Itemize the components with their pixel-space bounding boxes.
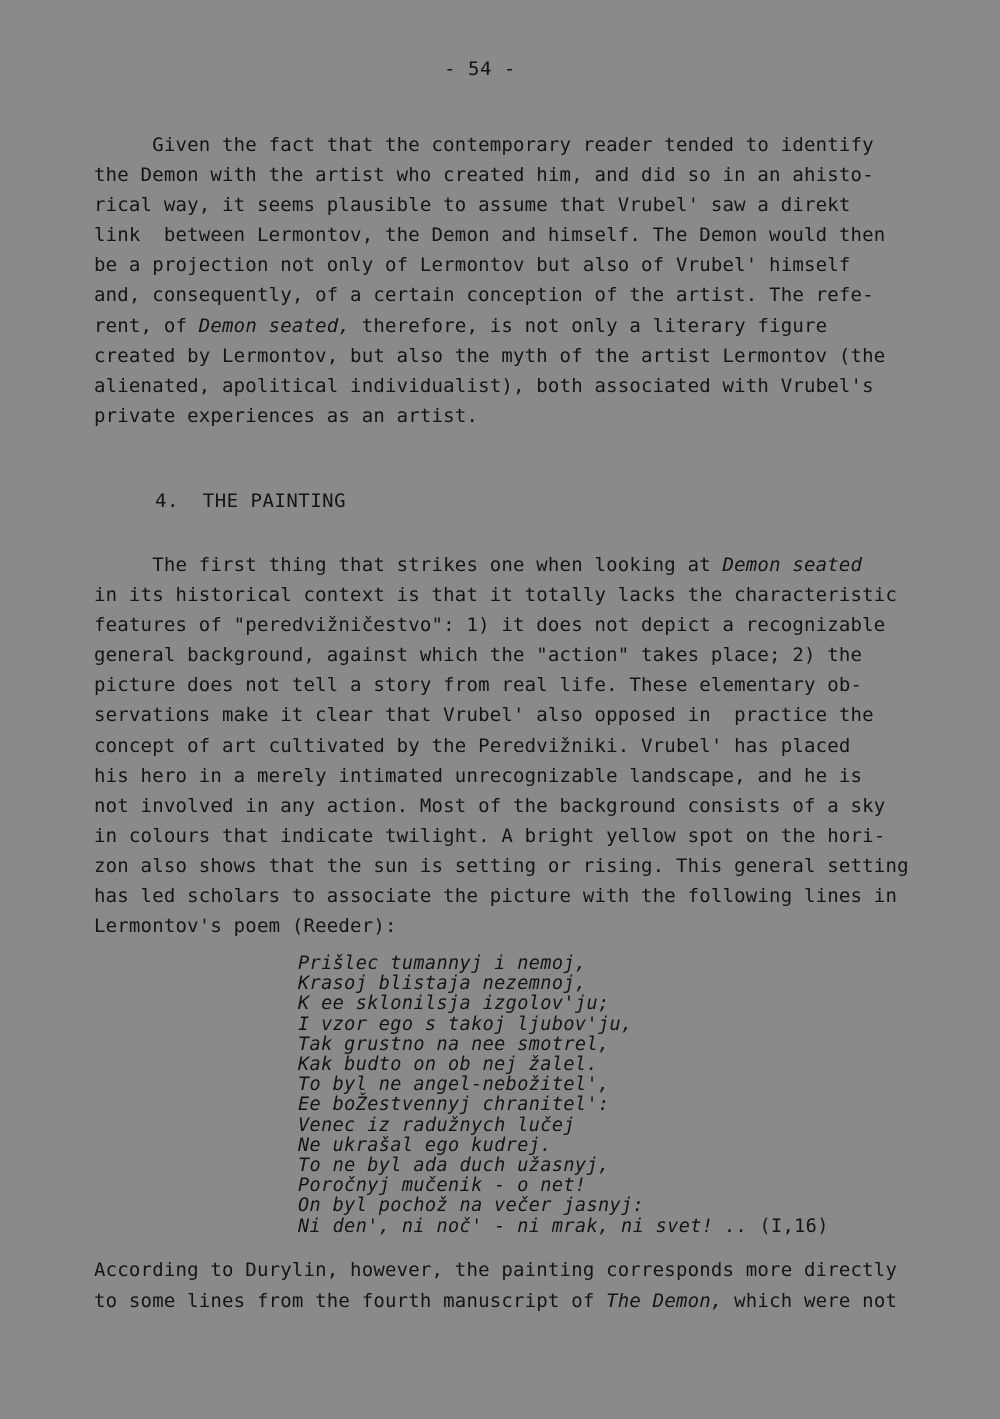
poem-line: I vzor ego s takoj ljubov'ju, bbox=[298, 1013, 633, 1035]
poem-line-last bbox=[298, 1217, 829, 1237]
text-line: zon also shows that the sun is setting or rising. This general setting bbox=[94, 854, 909, 877]
text-line bbox=[94, 1286, 934, 1317]
text-line: alienated, apolitical individualist), both associated with Vrubel's bbox=[94, 374, 874, 397]
paragraph-1 bbox=[94, 130, 934, 431]
text-line bbox=[94, 311, 934, 341]
text-line bbox=[94, 550, 934, 580]
italic-title: The Demon, bbox=[606, 1290, 723, 1312]
text-line: rical way, it seems plausible to assume that Vrubel' saw a direkt bbox=[94, 194, 851, 217]
poem-line: To byl ne angel-nebožitel', bbox=[298, 1074, 610, 1096]
poem-line: Tak grustno na nee smotrel, bbox=[298, 1033, 610, 1055]
poem-line: Ne ukrašal ego kudrej. bbox=[298, 1134, 552, 1156]
text-segment: which were not bbox=[722, 1290, 898, 1312]
italic-title: Demon seated, bbox=[198, 314, 351, 337]
text-segment: therefore, is not only a literary figure bbox=[350, 314, 828, 337]
paragraph-3 bbox=[94, 1255, 934, 1317]
text-line: features of "peredvižničestvo": 1) it does not depict a recognizable bbox=[94, 614, 886, 637]
text-line: Given the fact that the contemporary reader tended to identify bbox=[94, 134, 874, 156]
text-line: According to Durylin, however, the painting corresponds more directly bbox=[94, 1259, 898, 1281]
citation-reference: (I,16) bbox=[747, 1215, 829, 1237]
text-line: not involved in any action. Most of the background consists of a sky bbox=[94, 794, 886, 817]
poem-line: Krasoj blistaja nezemnoj, bbox=[298, 973, 587, 995]
poem-line: K ee sklonilsja izgolov'ju; bbox=[298, 993, 610, 1015]
text-line: picture does not tell a story from real life. These elementary ob- bbox=[94, 674, 863, 697]
text-line: servations make it clear that Vrubel' also opposed in practice the bbox=[94, 704, 874, 727]
text-segment: to some lines from the fourth manuscript of bbox=[94, 1290, 607, 1312]
text-segment: rent, of bbox=[94, 314, 199, 337]
text-line: in its historical context is that it totally lacks the characteristic bbox=[94, 584, 898, 607]
poem-line: To ne byl ada duch užasnyj, bbox=[298, 1155, 610, 1177]
text-line: Lermontov's poem (Reeder): bbox=[94, 915, 397, 938]
poem-line: Venec iz radužnych lučej bbox=[298, 1114, 575, 1136]
text-line: created by Lermontov, but also the myth of the artist Lermontov (the bbox=[94, 344, 886, 367]
poem-line: Prišlec tumannyj i nemoj, bbox=[298, 953, 587, 974]
text-line: concept of art cultivated by the Peredvižniki. Vrubel' has placed bbox=[94, 734, 851, 757]
paragraph-2 bbox=[94, 550, 934, 941]
poem-line: On byl pochož na večer jasnyj: bbox=[298, 1195, 645, 1217]
text-line: the Demon with the artist who created him, and did so in an ahisto- bbox=[94, 164, 874, 187]
text-line: private experiences as an artist. bbox=[94, 404, 479, 427]
text-segment: The first thing that strikes one when looking at bbox=[94, 554, 723, 576]
text-line: link between Lermontov, the Demon and himself. The Demon would then bbox=[94, 224, 886, 247]
page-number: - 54 - bbox=[444, 58, 516, 80]
poem-quotation bbox=[298, 954, 829, 1237]
poem-line: Poročnyj mučenik - o net! bbox=[298, 1175, 587, 1197]
poem-line: Ee boŽestvennyj chranitel': bbox=[298, 1094, 610, 1116]
poem-text: Ni den', ni noč' - ni mrak, ni svet! .. bbox=[298, 1215, 748, 1237]
text-line: his hero in a merely intimated unrecognizable landscape, and he is bbox=[94, 764, 863, 787]
text-line: be a projection not only of Lermontov but also of Vrubel' himself bbox=[94, 254, 851, 277]
italic-title: Demon seated bbox=[722, 554, 863, 576]
text-line: and, consequently, of a certain conception of the artist. The refe- bbox=[94, 284, 874, 307]
text-line: has led scholars to associate the picture with the following lines in bbox=[94, 885, 898, 908]
text-line: in colours that indicate twilight. A bright yellow spot on the hori- bbox=[94, 824, 886, 847]
section-heading: 4. THE PAINTING bbox=[155, 490, 347, 512]
text-line: general background, against which the "action" takes place; 2) the bbox=[94, 644, 863, 667]
poem-line: Kak budto on ob nej žalel. bbox=[298, 1054, 598, 1076]
